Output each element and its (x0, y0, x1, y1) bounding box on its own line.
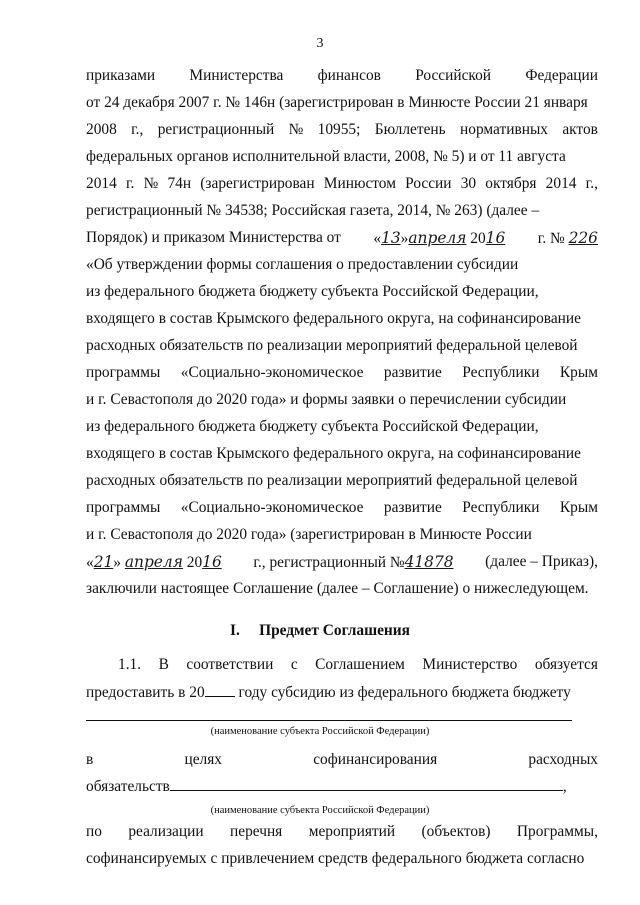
word: расходных (528, 751, 598, 768)
line-7-prefix: Порядок) и приказом Министерства от (86, 229, 341, 246)
word: программы (86, 499, 161, 516)
word: «Социально-экономическое (180, 499, 364, 516)
word: развитие (383, 499, 442, 516)
word: Министерства (189, 67, 284, 84)
word: Бюллетень (374, 121, 446, 138)
word: Российской (415, 67, 492, 84)
year-blank (205, 682, 235, 697)
handwritten-month-2: апреля (124, 553, 183, 571)
word: развитие (383, 364, 442, 381)
text-line-10: входящего в состав Крымского федерального округа, на софинансирование (86, 310, 581, 327)
section-number: I. (230, 622, 240, 639)
clause-1-1-line-2: предоставить в 20 году субсидию из федерального бюджета бюджету (86, 684, 571, 701)
text-line-16: расходных обязательств по реализации мероприятий федеральной целевой (86, 472, 578, 489)
text-line-14: из федерального бюджета бюджету субъекта Российской Федерации, (86, 418, 539, 435)
clause-1-1-line-1 (118, 655, 598, 675)
word: № (288, 121, 304, 138)
word: реализации (128, 823, 204, 840)
handwritten-year-1: 16 (485, 229, 506, 247)
text-line-8: «Об утверждении формы соглашения о предоставлении субсидии (86, 256, 519, 273)
subject-name-caption-1: (наименование субъекта Российской Федерации) (210, 726, 430, 737)
subject-name-caption-2: (наименование субъекта Российской Федерации) (210, 805, 430, 816)
word: 30 (460, 175, 477, 192)
word: Минюстом (323, 175, 396, 192)
subject-name-line-1 (86, 720, 572, 721)
handwritten-number-2: 41878 (404, 553, 454, 571)
word: (объектов) (421, 823, 491, 840)
order-date-1: «13»апреля 2016 (373, 229, 506, 247)
handwritten-number-1: 226 (568, 229, 598, 247)
word: актов (562, 121, 598, 138)
subject-name-line-2 (170, 776, 563, 791)
text-line-7 (86, 228, 598, 249)
word: Федерации (525, 67, 598, 84)
text-line-17 (86, 498, 598, 518)
section-heading (0, 622, 640, 640)
word: Республики (462, 364, 540, 381)
handwritten-day-1: 13 (381, 229, 401, 247)
word: 74н (167, 175, 192, 192)
word: с (290, 656, 298, 673)
handwritten-month-1: апреля (408, 229, 467, 247)
word: нормативных (460, 121, 548, 138)
text-line-12 (86, 363, 598, 383)
word: Министерство (422, 656, 518, 673)
order-date-2: «21» апреля 2016 (86, 553, 222, 571)
text-line-5 (86, 174, 598, 194)
page-number: 3 (316, 36, 324, 51)
word: целях (184, 751, 223, 768)
text-line-13: и г. Севастополя до 2020 года» и формы заявки о перечислении субсидии (86, 391, 567, 408)
word: мероприятий (308, 823, 396, 840)
word: финансов (317, 67, 381, 84)
text-line-3 (86, 120, 598, 140)
clause-1-1-line-3 (86, 750, 598, 770)
word: Крым (559, 364, 598, 381)
section-title: Предмет Соглашения (259, 622, 410, 639)
text-line-1 (86, 66, 598, 86)
order-number-1: г. № 226 (537, 229, 598, 247)
word: обязуется (534, 656, 598, 673)
word: г., (585, 175, 598, 192)
word: (зарегистрирован (200, 175, 315, 192)
clause-1-1-line-4: обязательств , (86, 778, 567, 795)
word: софинансирования (313, 751, 438, 768)
word: Соглашением (315, 656, 405, 673)
text-line-19 (86, 552, 598, 573)
word: по (86, 823, 102, 840)
word: Республики (462, 499, 540, 516)
text-line-4: федеральных органов исполнительной власти, 2008, № 5) и от 11 августа (86, 148, 566, 165)
text-line-18: и г. Севастополя до 2020 года» (зарегистрирован в Минюсте России (86, 526, 532, 543)
word: Программы, (516, 823, 598, 840)
registration-number: г., регистрационный №41878 (253, 553, 454, 571)
text-line-6: регистрационный № 34538; Российская газета, 2014, № 263) (далее – (86, 202, 540, 219)
line-19-suffix: (далее – Приказ), (485, 553, 598, 570)
word: регистрационный (157, 121, 275, 138)
word: программы (86, 364, 161, 381)
text-line-20: заключили настоящее Соглашение (далее – Соглашение) о нижеследующем. (86, 580, 589, 597)
word: России (405, 175, 452, 192)
clause-1-1-line-6: софинансируемых с привлечением средств федерального бюджета согласно (86, 850, 585, 867)
word: 1.1. (118, 656, 142, 673)
handwritten-day-2: 21 (93, 553, 114, 571)
word: октября (485, 175, 537, 192)
text-line-11: расходных обязательств по реализации мероприятий федеральной целевой (86, 337, 578, 354)
word: соответствии (186, 656, 274, 673)
clause-1-1-line-5 (86, 822, 598, 842)
word: № (143, 175, 159, 192)
word: «Социально-экономическое (180, 364, 364, 381)
text-line-15: входящего в состав Крымского федерального округа, на софинансирование (86, 445, 581, 462)
word: г., (131, 121, 144, 138)
word: приказами (86, 67, 156, 84)
text-line-9: из федерального бюджета бюджету субъекта Российской Федерации, (86, 283, 539, 300)
word: 10955; (317, 121, 361, 138)
word: 2014 (86, 175, 117, 192)
word: перечня (230, 823, 283, 840)
word: Крым (559, 499, 598, 516)
text-line-2: от 24 декабря 2007 г. № 146н (зарегистрирован в Минюсте России 21 января (86, 94, 588, 111)
word: г. (125, 175, 135, 192)
word: 2014 (545, 175, 577, 192)
word: в (86, 751, 94, 768)
word: 2008 (86, 121, 117, 138)
word: В (158, 656, 169, 673)
handwritten-year-2: 16 (202, 553, 222, 571)
